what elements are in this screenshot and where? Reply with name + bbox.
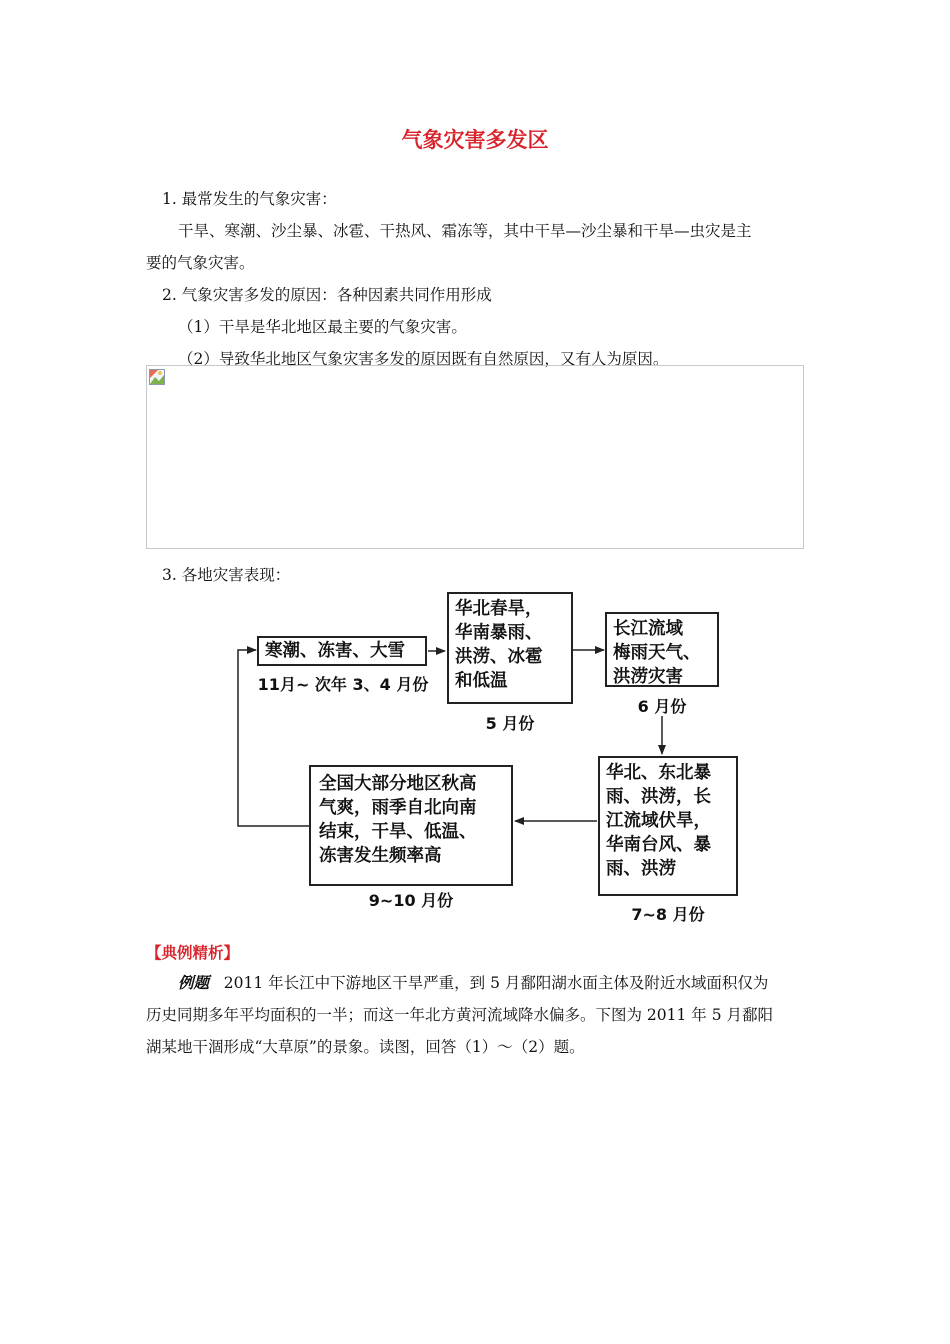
box-septoct: 全国大部分地区秋高 气爽，雨季自北向南 结束，干旱、低温、 冻害发生频率高 [309, 765, 513, 886]
box-winter: 寒潮、冻害、大雪 [257, 636, 427, 666]
label-may: 5 月份 [485, 714, 535, 733]
label-winter: 11月~ 次年 3、4 月份 [257, 675, 429, 694]
box-may: 华北春旱， 华南暴雨、 洪涝、冰雹 和低温 [447, 592, 573, 704]
item2-heading: 2. 气象灾害多发的原因：各种因素共同作用形成 [162, 286, 492, 304]
box-june: 长江流域 梅雨天气、 洪涝灾害 [605, 612, 719, 687]
example-label: 例题 [178, 973, 210, 992]
item1-text-line2: 要的气象灾害。 [146, 254, 255, 272]
example-line3: 湖某地干涸形成“大草原”的景象。读图，回答（1）～（2）题。 [146, 1038, 585, 1056]
example-line2: 历史同期多年平均面积的一半；而这一年北方黄河流域降水偏多。下图为 2011 年 5 月鄱阳 [146, 1006, 774, 1024]
item1-text-line1: 干旱、寒潮、沙尘暴、冰雹、干热风、霜冻等，其中干旱—沙尘暴和干旱—虫灾是主 [178, 222, 752, 240]
page-title: 气象灾害多发区 [401, 127, 549, 152]
label-june: 6 月份 [637, 697, 687, 716]
box-julaug: 华北、东北暴 雨、洪涝，长 江流域伏旱， 华南台风、暴 雨、洪涝 [598, 756, 738, 896]
example-line1-text: 2011 年长江中下游地区干旱严重，到 5 月鄱阳湖水面主体及附近水域面积仅为 [223, 974, 769, 992]
item2-sub2: （2）导致华北地区气象灾害多发的原因既有自然原因，又有人为原因。 [178, 350, 669, 368]
item3-heading: 3. 各地灾害表现： [162, 566, 291, 584]
example-section-tag: 【典例精析】 [146, 943, 240, 962]
label-septoct: 9~10 月份 [368, 891, 454, 910]
label-julaug: 7~8 月份 [631, 905, 705, 924]
example-line1 [178, 973, 768, 993]
item2-sub1: （1）干旱是华北地区最主要的气象灾害。 [178, 318, 467, 336]
item1-heading: 1. 最常发生的气象灾害： [162, 190, 337, 208]
